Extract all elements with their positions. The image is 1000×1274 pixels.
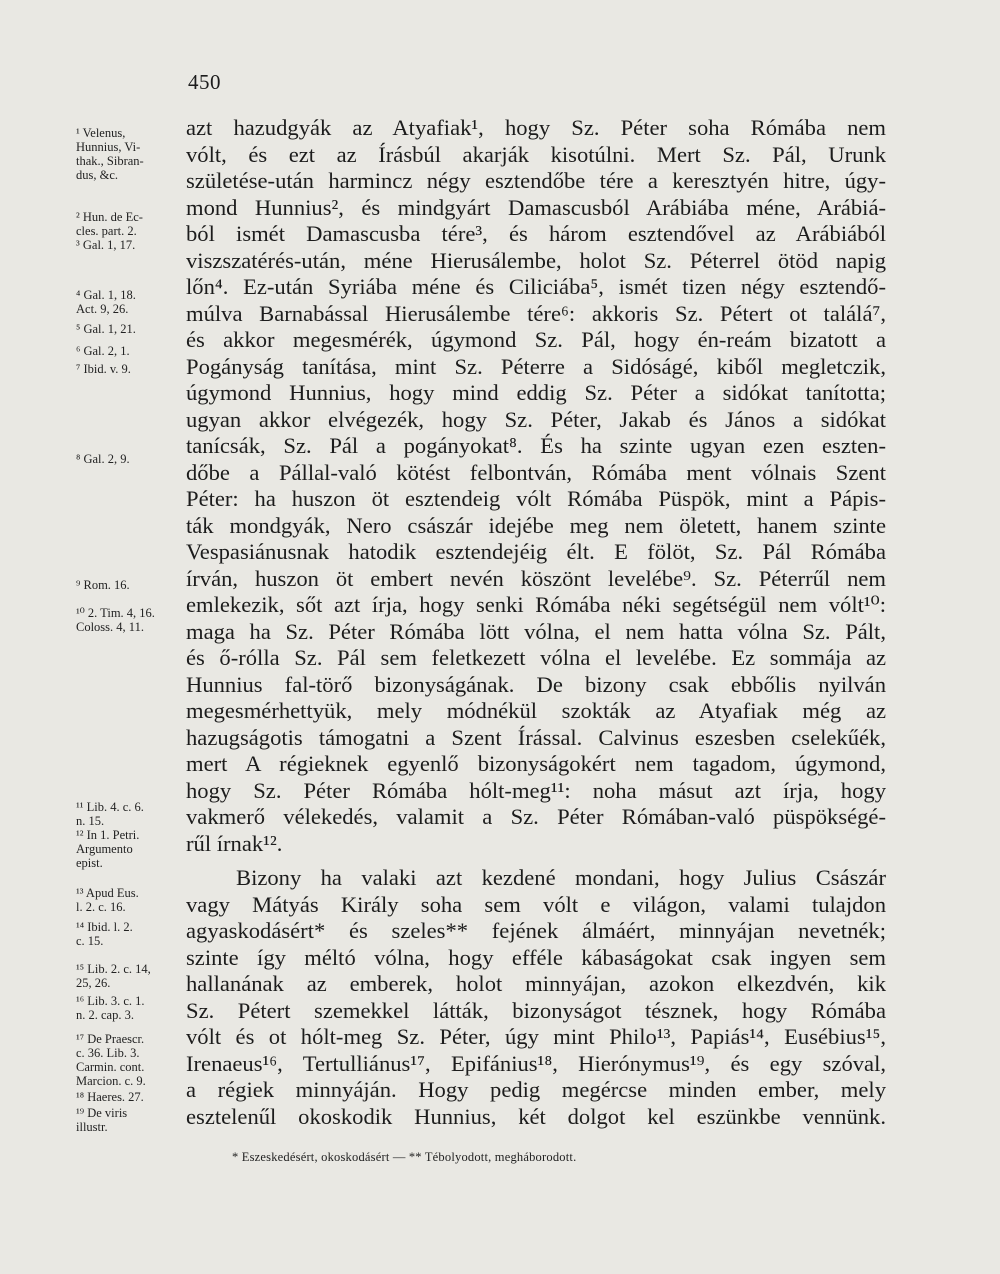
text-line: lőn⁴. Ez-után Syriába méne és Ciliciába⁵, ismét tizen négy esztendő- [186,274,886,299]
margin-note: ¹⁹ De viris illustr. [76,1106,128,1134]
text-line: hazugságotis támogatni a Szent Írással. Calvinus eszesben cselekűék, [186,724,886,750]
text-line: rűl írnak¹². [186,830,283,856]
margin-note: ⁷ Ibid. v. 9. [76,362,131,376]
text-line: hallanának az emberek, holot minnyájan, azokon elkezdvén, kik [186,971,886,996]
text-line: ból ismét Damascusba tére³, és három esztendővel az Arábiából [186,221,886,246]
text-line: a régiek minnyáján. Hogy pedig megércse minden ember, mely [186,1077,886,1102]
margin-note: ⁵ Gal. 1, 21. [76,322,136,336]
text-line: ugyan akkor elvégezék, hogy Sz. Péter, Jakab és János a sidókat [186,406,886,432]
margin-note: ¹⁷ De Praescr. c. 36. Lib. 3. Carmin. cont. Marcion. c. 9. [76,1032,146,1088]
text-line: ták mondgyák, Nero császár idejébe meg nem öletett, hanem szinte [186,512,886,538]
margin-note: ⁴ Gal. 1, 18. Act. 9, 26. [76,288,136,316]
margin-note: ⁸ Gal. 2, 9. [76,452,130,466]
text-line: vakmerő vélekedés, valamit a Sz. Péter Rómában-való püspökségé- [186,804,886,829]
text-line: hogy Sz. Péter Rómába hólt-meg¹¹: noha másut azt írja, hogy [186,777,886,803]
margin-note: ² Hun. de Ec- cles. part. 2. [76,210,143,238]
text-line: mert A régieknek egyenlő bizonyságokért nem tagadom, úgymond, [186,751,886,776]
text-line: vagy Mátyás Király soha sem vólt e világon, valami tulajdon [186,891,886,917]
text-line: Hunnius fal-törő bizonyságának. De bizony csak ebbőlis nyilván [186,671,886,697]
margin-note: ⁹ Rom. 16. [76,578,130,592]
margin-note: ¹² In 1. Petri. Argumento epist. [76,828,140,870]
body-text [186,115,886,1130]
text-line: mond Hunnius², és mindgyárt Damascusból Arábiába méne, Arábiá- [186,194,886,220]
text-line: tanícsák, Sz. Pál a pogányokat⁸. És ha szinte ugyan ezen eszten- [186,433,886,458]
text-line: emlekezik, sőt azt írja, hogy senki Rómába néki segétségül nem vólt¹⁰: [186,592,886,617]
text-line: Péter: ha huszon öt esztendeig vólt Rómába Püspök, mint a Pápis- [186,486,886,511]
margin-note: ¹⁰ 2. Tim. 4, 16. Coloss. 4, 11. [76,606,155,634]
margin-note: ¹¹ Lib. 4. c. 6. n. 15. [76,800,144,828]
footnote: * Eszeskedésért, okoskodásért — ** Tébolyodott, megháborodott. [232,1150,577,1164]
text-line: agyaskodásért* és szeles** fejének álmáért, minnyájan nevetnék; [186,918,886,943]
text-line: vólt, és ezt az Írásbúl akarják kisotúlni. Mert Sz. Pál, Urunk [186,141,886,167]
margin-note: ¹⁸ Haeres. 27. [76,1090,144,1104]
text-line: Pogányság tanítása, mint Sz. Péterre a Sidóságé, kiből megletczik, [186,353,886,379]
text-line: szinte így méltó vólna, hogy efféle kábaságokat csak ingyen sem [186,944,886,970]
text-line: születése-után harmincz négy esztendőbe tére a keresztyén hitre, úgy- [186,168,886,193]
text-line: úgymond Hunnius, hogy mind eddig Sz. Péter a sidókat tanította; [186,380,886,405]
text-line: Bizony ha valaki azt kezdené mondani, hogy Julius Császár [236,865,886,890]
margin-note: ³ Gal. 1, 17. [76,238,136,252]
text-line: azt hazudgyák az Atyafiak¹, hogy Sz. Péter soha Rómába nem [186,115,886,140]
text-line: dőbe a Pállal-való kötést felbontván, Rómába ment vólnais Szent [186,459,886,485]
margin-note: ¹⁵ Lib. 2. c. 14, 25, 26. [76,962,151,990]
page-number: 450 [188,70,221,94]
margin-note: ¹⁴ Ibid. l. 2. c. 15. [76,920,133,948]
margin-note: ¹⁶ Lib. 3. c. 1. n. 2. cap. 3. [76,994,145,1022]
text-line: viszszatérés-után, méne Hierusálembe, holot Sz. Péterrel ötöd napig [186,247,886,273]
text-line: maga ha Sz. Péter Rómába lött vólna, el nem hatta vólna Sz. Pált, [186,618,886,644]
text-line: Vespasiánusnak hatodik esztendejéig élt. E fölöt, Sz. Pál Rómába [186,539,886,564]
text-line: Irenaeus¹⁶, Tertulliánus¹⁷, Epifánius¹⁸, Hierónymus¹⁹, és egy szóval, [186,1050,886,1076]
margin-note: ¹ Velenus, Hunnius, Vi- thak., Sibran- dus, &c. [76,126,144,182]
text-line: esztelenűl okoskodik Hunnius, két dolgot kel eszünkbe vennünk. [186,1103,886,1129]
text-line: múlva Barnabással Hierusálembe tére⁶: akkoris Sz. Pétert ot találá⁷, [186,300,886,326]
text-line: és akkor megesmérék, úgymond Sz. Pál, hogy én-reám bizatott a [186,327,886,352]
margin-note: ¹³ Apud Eus. l. 2. c. 16. [76,886,139,914]
text-line: megesmérhettyük, mely módnékül szokták az Atyafiak még az [186,698,886,723]
text-line: és ő-rólla Sz. Pál sem feletkezett vólna el levelébe. Ez sommája az [186,645,886,670]
text-line: írván, huszon öt embert nevén köszönt levelébe⁹. Sz. Péterrűl nem [186,565,886,591]
margin-note: ⁶ Gal. 2, 1. [76,344,130,358]
text-line: vólt és ot hólt-meg Sz. Péter, úgy mint Philo¹³, Papiás¹⁴, Eusébius¹⁵, [186,1024,886,1049]
text-line: Sz. Pétert szemekkel látták, bizonyságot tésznek, hogy Rómába [186,997,886,1023]
